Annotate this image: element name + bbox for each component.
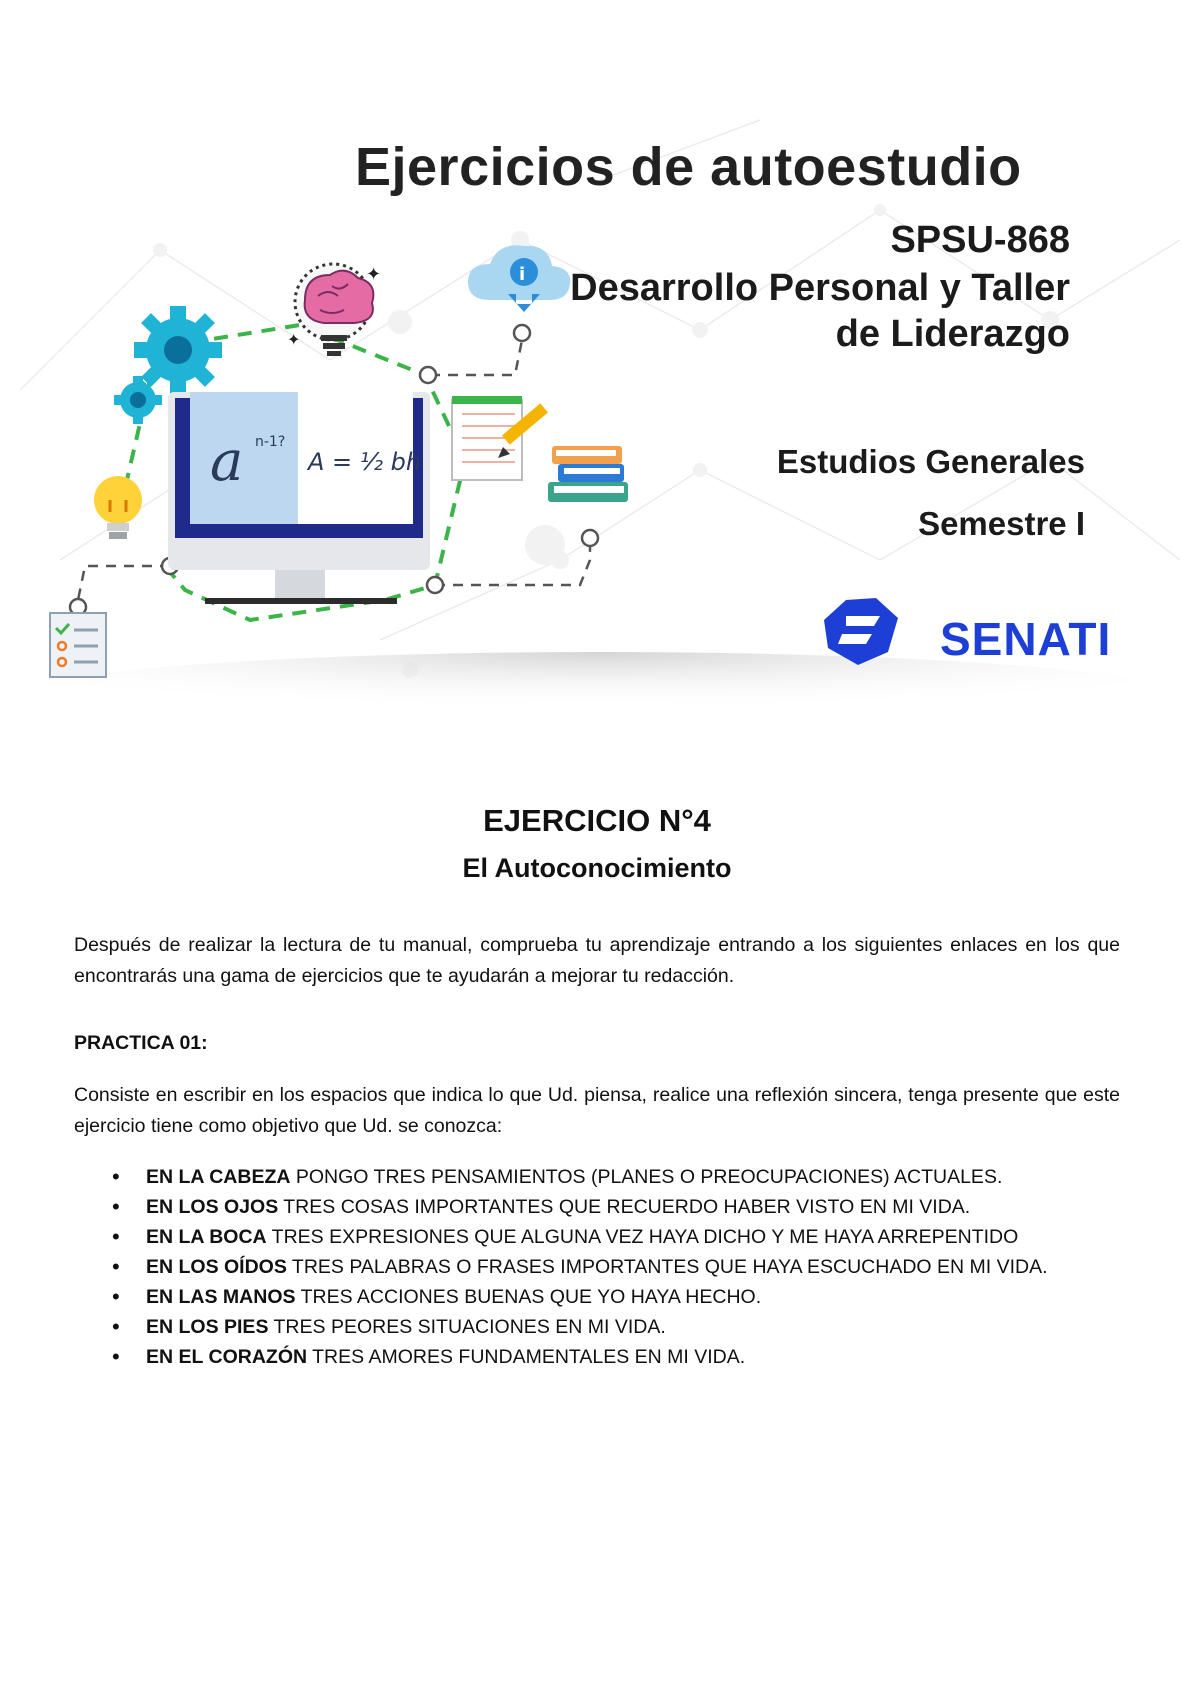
svg-text:✦: ✦: [366, 264, 382, 285]
list-item-text: TRES ACCIONES BUENAS QUE YO HAYA HECHO.: [295, 1286, 762, 1308]
illustration-formula-a: a: [210, 429, 244, 494]
practice-title: PRACTICA 01:: [74, 1032, 208, 1054]
banner-shadow: [0, 652, 1200, 748]
list-item-text: TRES EXPRESIONES QUE ALGUNA VEZ HAYA DICHO Y ME HAYA ARREPENTIDO: [266, 1226, 1019, 1248]
semester-label: Semestre I: [918, 505, 1085, 542]
list-item: [146, 1342, 1120, 1372]
page-title: Ejercicios de autoestudio: [355, 137, 1022, 197]
list-item-text: TRES AMORES FUNDAMENTALES EN MI VIDA.: [307, 1346, 746, 1368]
intro-paragraph: Después de realizar la lectura de tu manual, comprueba tu aprendizaje entrando a los siguientes enlaces en los que encontrarás una gama de ejercicios que te ayudarán a mejorar tu redacción.: [74, 934, 1120, 987]
senati-logo-icon: [824, 598, 898, 665]
lightbulb-icon: [94, 476, 142, 539]
books-icon: [548, 446, 628, 502]
list-item-keyword: EN LA BOCA: [146, 1226, 267, 1248]
list-item-keyword: EN LA CABEZA: [146, 1166, 291, 1188]
institution-name: SENATI: [940, 613, 1112, 665]
gear-icon: [134, 306, 222, 394]
list-item: [146, 1252, 1120, 1282]
list-item-keyword: EN LOS OJOS: [146, 1196, 279, 1218]
instructions-paragraph: Consiste en escribir en los espacios que indica lo que Ud. piensa, realice una reflexión sincera, tenga presente que este ejercicio tiene como objetivo que Ud. se conozca:: [74, 1084, 1120, 1137]
list-item-text: TRES PEORES SITUACIONES EN MI VIDA.: [268, 1316, 666, 1338]
list-item-text: PONGO TRES PENSAMIENTOS (PLANES O PREOCUPACIONES) ACTUALES.: [290, 1166, 1003, 1188]
list-item: [146, 1222, 1120, 1252]
checklist-icon: [50, 613, 106, 677]
exercise-subtitle: El Autoconocimiento: [462, 853, 732, 883]
course-name: Desarrollo Personal y Taller de Liderazgo: [570, 267, 1070, 355]
list-item-keyword: EN LOS PIES: [146, 1316, 269, 1338]
exercise-item-list: [74, 1162, 1120, 1372]
exercise-title: EJERCICIO N°4: [483, 803, 711, 838]
svg-text:✦: ✦: [287, 330, 301, 349]
monitor-icon: [168, 392, 430, 604]
illustration-formula-area: A = ½ bh: [308, 448, 422, 476]
svg-text:i: i: [519, 264, 526, 285]
small-gear-icon: [114, 376, 162, 424]
study-area: Estudios Generales: [776, 443, 1085, 480]
list-item-text: TRES COSAS IMPORTANTES QUE RECUERDO HABER VISTO EN MI VIDA.: [278, 1196, 971, 1218]
list-item-text: TRES PALABRAS O FRASES IMPORTANTES QUE HAYA ESCUCHADO EN MI VIDA.: [286, 1256, 1048, 1278]
list-item: [146, 1282, 1120, 1312]
list-item: [146, 1162, 1120, 1192]
course-code: SPSU-868: [890, 219, 1070, 261]
exercise-content: [74, 800, 1120, 1368]
list-item: [146, 1192, 1120, 1222]
list-item-keyword: EN LAS MANOS: [146, 1286, 296, 1308]
list-item-keyword: EN LOS OÍDOS: [146, 1256, 287, 1278]
svg-text:n-1?: n-1?: [255, 434, 286, 450]
list-item: [146, 1312, 1120, 1342]
cover-banner: [0, 0, 1200, 750]
list-item-keyword: EN EL CORAZÓN: [146, 1346, 308, 1368]
